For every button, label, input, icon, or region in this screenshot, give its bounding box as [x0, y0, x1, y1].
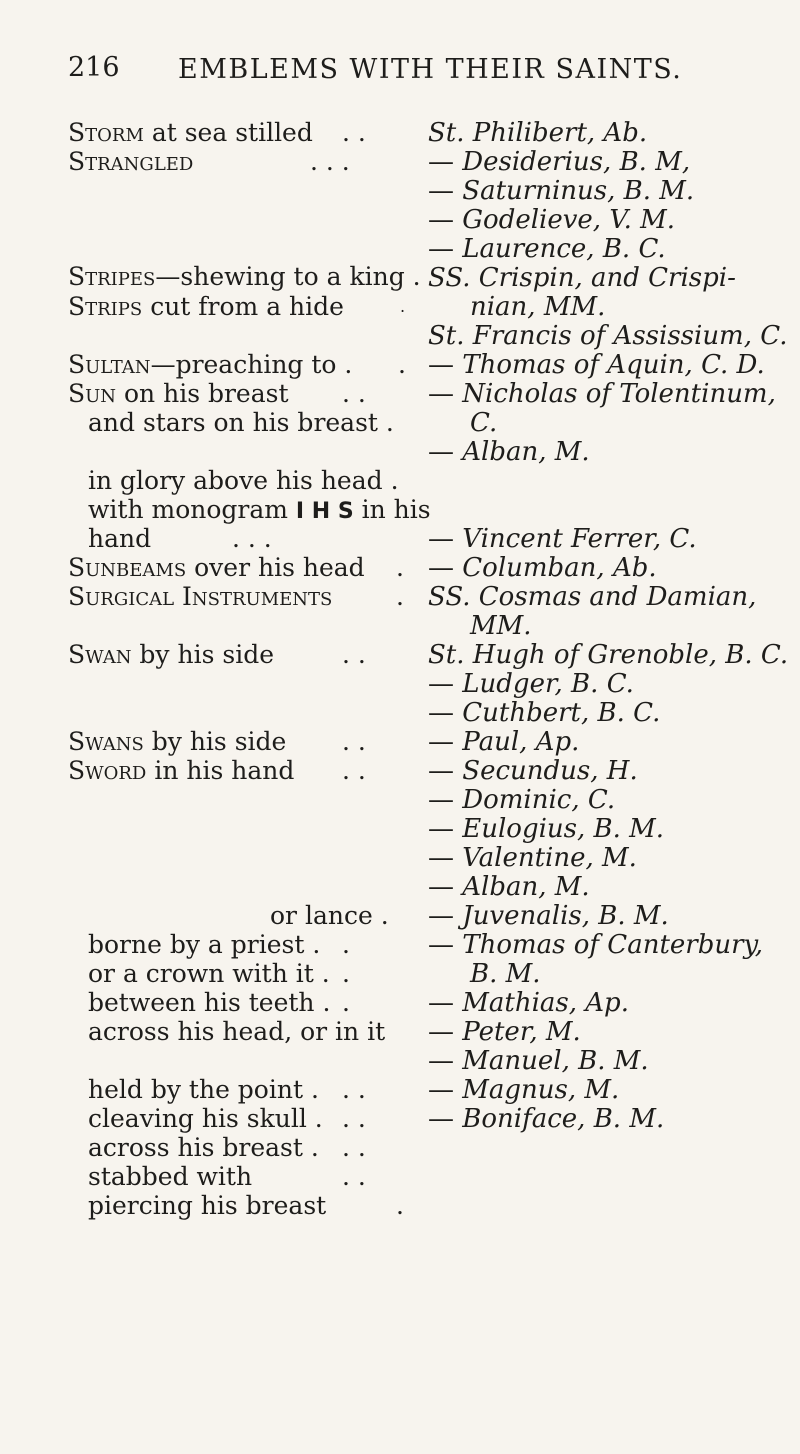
- emblem-entry: Stripes—shewing to a king .: [68, 262, 421, 291]
- saint-entry: St. Hugh of Grenoble, B. C.: [428, 640, 789, 670]
- saint-entry: St. Philibert, Ab.: [428, 118, 648, 148]
- emblem-entry: held by the point .: [88, 1075, 319, 1104]
- leader-dots: . .: [342, 379, 366, 408]
- leader-dots: .: [396, 582, 404, 611]
- saint-entry: — Saturninus, B. M.: [428, 176, 695, 206]
- emblem-entry: across his breast .: [88, 1133, 319, 1162]
- emblem-entry: in glory above his head .: [88, 466, 399, 495]
- page-header: [0, 52, 800, 92]
- leader-dots: . .: [342, 118, 366, 147]
- saint-entry: SS. Crispin, and Crispi-: [428, 263, 736, 293]
- page-number: 216: [68, 52, 120, 83]
- leader-dots: . .: [342, 1075, 366, 1104]
- emblem-entry: Strips cut from a hide: [68, 292, 344, 321]
- saint-entry: — Alban, M.: [428, 872, 590, 902]
- saint-entry: — Thomas of Canterbury,: [428, 930, 764, 960]
- saint-entry: — Cuthbert, B. C.: [428, 698, 661, 728]
- saint-entry: — Mathias, Ap.: [428, 988, 629, 1018]
- emblem-entry: cleaving his skull .: [88, 1104, 323, 1133]
- saint-entry: — Manuel, B. M.: [428, 1046, 649, 1076]
- leader-dots: . .: [342, 1104, 366, 1133]
- saint-entry: — Boniface, B. M.: [428, 1104, 665, 1134]
- saint-entry-continued: B. M.: [470, 959, 541, 989]
- emblem-entry: Storm at sea stilled: [68, 118, 313, 147]
- saint-entry: — Eulogius, B. M.: [428, 814, 665, 844]
- leader-dots: . .: [342, 756, 366, 785]
- leader-dots: . . .: [232, 524, 272, 553]
- saint-entry: — Peter, M.: [428, 1017, 581, 1047]
- emblem-entry: Sun on his breast: [68, 379, 289, 408]
- saint-entry: SS. Cosmas and Damian,: [428, 582, 757, 612]
- leader-dots: .: [342, 988, 350, 1017]
- leader-dots: . .: [342, 1133, 366, 1162]
- emblem-entry: Swans by his side: [68, 727, 287, 756]
- emblem-entry: Sultan—preaching to .: [68, 350, 353, 379]
- saint-entry: — Desiderius, B. M,: [428, 147, 691, 177]
- emblem-entry: Strangled: [68, 147, 194, 176]
- leader-dots: . . .: [310, 147, 350, 176]
- saint-entry: — Valentine, M.: [428, 843, 637, 873]
- leader-dots: .: [398, 350, 406, 379]
- emblem-entry: or a crown with it .: [88, 959, 330, 988]
- emblem-entry: borne by a priest .: [88, 930, 321, 959]
- saint-entry: St. Francis of Assissium, C.: [428, 321, 788, 351]
- saint-entry: — Ludger, B. C.: [428, 669, 634, 699]
- leader-dots: .: [342, 930, 350, 959]
- leader-dots: . .: [342, 1162, 366, 1191]
- saint-entry-continued: MM.: [470, 611, 532, 641]
- saint-entry: — Secundus, H.: [428, 756, 638, 786]
- saint-entry: — Godelieve, V. M.: [428, 205, 675, 235]
- emblem-entry: Swan by his side: [68, 640, 275, 669]
- saint-entry: — Alban, M.: [428, 437, 590, 467]
- saint-entry: — Juvenalis, B. M.: [428, 901, 669, 931]
- ihs-monogram: I H S: [295, 499, 354, 524]
- emblem-entry: with monogram I H S in his: [88, 495, 431, 524]
- saint-entry-continued: C.: [470, 408, 498, 438]
- saint-entry: — Paul, Ap.: [428, 727, 580, 757]
- emblem-entry: between his teeth .: [88, 988, 331, 1017]
- saint-entry: — Nicholas of Tolentinum,: [428, 379, 776, 409]
- emblem-entry: and stars on his breast .: [88, 408, 394, 437]
- page-title: EMBLEMS WITH THEIR SAINTS.: [178, 54, 683, 85]
- saint-entry: — Vincent Ferrer, C.: [428, 524, 697, 554]
- saint-entry: — Dominic, C.: [428, 785, 616, 815]
- emblem-entry: or lance .: [270, 901, 389, 930]
- emblem-entry: Surgical Instruments: [68, 582, 333, 611]
- saint-entry: — Laurence, B. C.: [428, 234, 666, 264]
- leader-dots: . .: [342, 640, 366, 669]
- emblem-entry: hand: [88, 524, 152, 553]
- leader-dots: .: [342, 959, 350, 988]
- saint-entry: — Magnus, M.: [428, 1075, 620, 1105]
- saint-entry: — Columban, Ab.: [428, 553, 657, 583]
- leader-dots: .: [400, 297, 406, 316]
- emblem-entry: across his head, or in it: [88, 1017, 386, 1046]
- emblem-entry: stabbed with: [88, 1162, 253, 1191]
- emblem-entry: Sunbeams over his head: [68, 553, 365, 582]
- emblem-entry: Sword in his hand: [68, 756, 295, 785]
- saint-entry: — Thomas of Aquin, C. D.: [428, 350, 765, 380]
- emblem-entry: piercing his breast: [88, 1191, 327, 1220]
- leader-dots: .: [396, 553, 404, 582]
- leader-dots: . .: [342, 727, 366, 756]
- saint-entry-continued: nian, MM.: [470, 292, 606, 322]
- leader-dots: .: [396, 1191, 404, 1220]
